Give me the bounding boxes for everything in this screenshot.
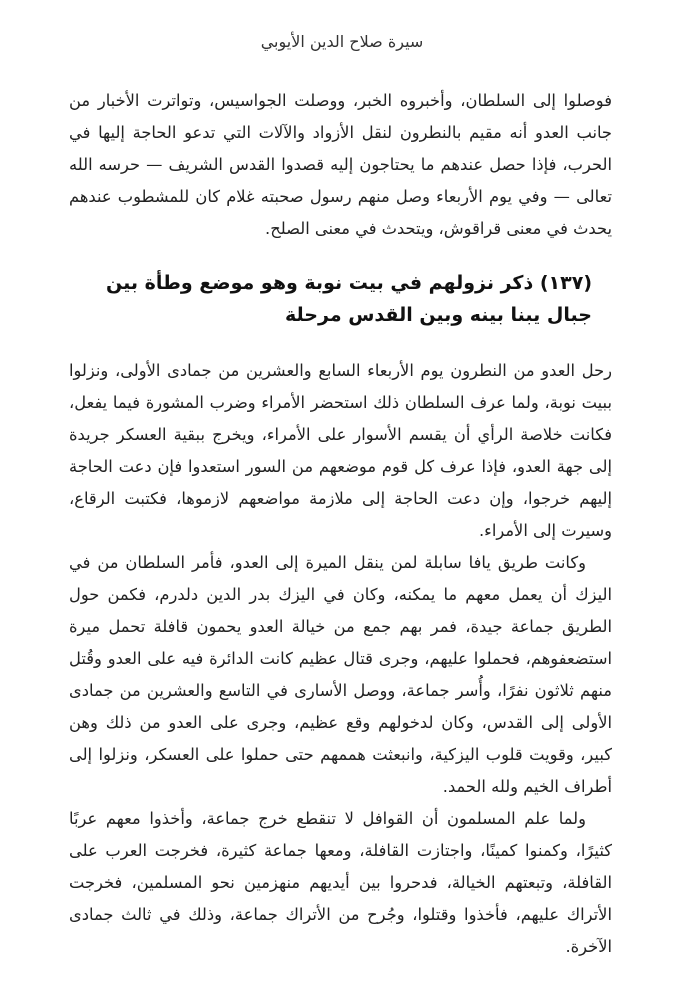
page-body	[69, 78, 612, 963]
body-paragraph: فوصلوا إلى السلطان، وأخبروه الخبر، ووصلت الجواسيس، وتواترت الأخبار من جانب العدو أنه مقيم بالنطرون لنقل الأزواد والآلات التي تدعو الحاجة إليها في الحرب، فإذا حصل عندهم ما يحتاجون إليه قصدوا القدس الشريف — حرسه الله تعالى — وفي يوم الأربعاء وصل منهم رسول صحبته غلام كان للمشطوب عندهم يحدث في معنى قراقوش، ويتحدث في معنى الصلح.	[69, 91, 612, 238]
section-heading: (١٣٧) ذكر نزولهم في بيت نوبة وهو موضع وطأة بين جبال يبنا بينه وبين القدس مرحلة	[106, 272, 592, 326]
running-header: سيرة صلاح الدين الأيوبي	[260, 32, 424, 51]
body-paragraph: رحل العدو من النطرون يوم الأربعاء السابع والعشرين من جمادى الأولى، ونزلوا ببيت نوبة، ولما عرف السلطان ذلك استحضر الأمراء وضرب المشورة فيما يفعل، فكانت خلاصة الرأي أن يقسم الأسوار على الأمراء، ويخرج ببقية العسكر جريدة إلى جهة العدو، فإذا عرف كل قوم موضعهم من السور استعدوا فإن دعت الحاجة إليهم خرجوا، وإن دعت الحاجة إلى ملازمة مواضعهم لازموها، فكتبت الرقاع، وسيرت إلى الأمراء.	[69, 361, 612, 540]
body-paragraph: وكانت طريق يافا سابلة لمن ينقل الميرة إلى العدو، فأمر السلطان من في اليزك أن يعمل معهم ما يمكنه، وكان في اليزك بدر الدين دلدرم، فكمن حول الطريق جماعة جيدة، فمر بهم جمع من خيالة العدو يحمون قافلة تحمل ميرة استضعفوهم، فحملوا عليهم، وجرى قتال عظيم كانت الدائرة فيه على العدو وقُتل منهم ثلاثون نفرًا، وأُسر جماعة، ووصل الأسارى في التاسع والعشرين من جمادى الأولى إلى القدس، وكان لدخولهم وقع عظيم، وجرى على العدو من ذلك وهن كبير، وقويت قلوب اليزكية، وانبعثت هممهم حتى حملوا على العسكر، ونزلوا إلى أطراف الخيم ولله الحمد.	[69, 553, 612, 796]
body-paragraph: ولما علم المسلمون أن القوافل لا تنقطع خرج جماعة، وأخذوا معهم عربًا كثيرًا، وكمنوا كمينًا، واجتازت القافلة، ومعها جماعة كثيرة، فخرجت العرب على القافلة، وتبعتهم الخيالة، فدحروا بين أيديهم منهزمين نحو المسلمين، فخرجت الأتراك عليهم، فأخذوا وقتلوا، وجُرح من الأتراك جماعة، وذلك في ثالث جمادى الآخرة.	[69, 809, 612, 956]
